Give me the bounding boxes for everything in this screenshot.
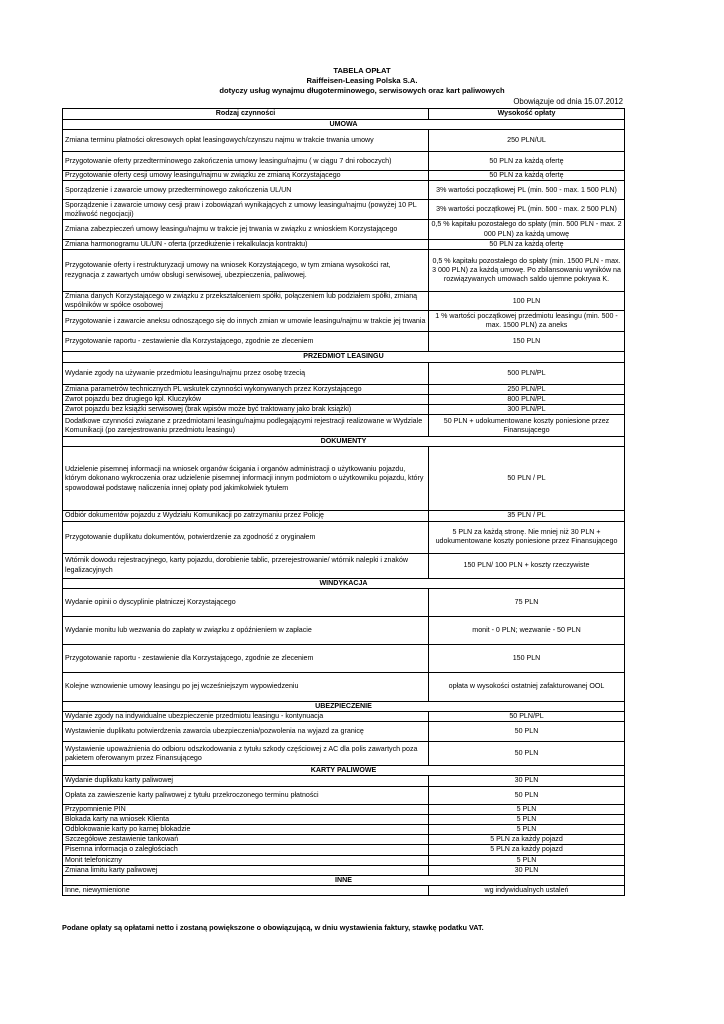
- fee-cell: opłata w wysokości ostatniej zafakturowanej OOL: [429, 672, 625, 701]
- table-row: [63, 394, 625, 404]
- table-row: [63, 644, 625, 672]
- activity-cell: Wystawienie upoważnienia do odbioru odszkodowania z tytułu szkody częściowej z AC dla polis zawartych poza pakietem oferowanym przez Finansującego: [63, 742, 429, 766]
- activity-cell: Przygotowanie i zawarcie aneksu odnoszącego się do innych zmian w umowie leasingu/najmu w trakcie jej trwania: [63, 311, 429, 332]
- activity-cell: Zmiana terminu płatności okresowych opłat leasingowych/czynszu najmu w trakcie trwania umowy: [63, 130, 429, 152]
- section-title: DOKUMENTY: [63, 437, 625, 447]
- table-row: [63, 239, 625, 249]
- fee-cell: 500 PLN/PL: [429, 362, 625, 384]
- activity-cell: Zmiana zabezpieczeń umowy leasingu/najmu w trakcie jej trwania w związku z wnioskiem Korzystającego: [63, 220, 429, 239]
- section-header-row: [63, 766, 625, 776]
- fee-cell: 3% wartości początkowej PL (min. 500 - max. 2 500 PLN): [429, 200, 625, 220]
- fee-cell: 50 PLN: [429, 742, 625, 766]
- activity-cell: Wystawienie duplikatu potwierdzenia zawarcia ubezpieczenia/pozwolenia na wyjazd za granicę: [63, 722, 429, 742]
- fee-cell: monit - 0 PLN; wezwanie - 50 PLN: [429, 616, 625, 644]
- activity-cell: Przygotowanie raportu - zestawienie dla Korzystającego, zgodnie ze zleceniem: [63, 332, 429, 352]
- section-title: PRZEDMIOT LEASINGU: [63, 352, 625, 362]
- activity-cell: Przygotowanie raportu - zestawienie dla Korzystającego, zgodnie ze zleceniem: [63, 644, 429, 672]
- table-row: [63, 786, 625, 804]
- document-header: [0, 66, 724, 96]
- activity-cell: Kolejne wznowienie umowy leasingu po jej wcześniejszym wypowiedzeniu: [63, 672, 429, 701]
- section-header-row: [63, 120, 625, 130]
- activity-cell: Opłata za zawieszenie karty paliwowej z tytułu przekroczonego terminu płatności: [63, 786, 429, 804]
- activity-cell: Zmiana parametrów technicznych PL wskutek czynności wykonywanych przez Korzystającego: [63, 384, 429, 394]
- table-row: [63, 553, 625, 578]
- vat-note: Podane opłaty są opłatami netto i zostaną powiększone o obowiązującą, w dniu wystawienia faktury, stawkę podatku VAT.: [62, 923, 484, 932]
- table-row: [63, 588, 625, 616]
- table-row: [63, 292, 625, 311]
- table-row: [63, 712, 625, 722]
- activity-cell: Przygotowanie oferty i restrukturyzacji umowy na wniosek Korzystającego, w tym zmiana wysokości rat, rezygnacja z zawartych umów obsługi serwisowej, ubezpieczenia, paliwowej.: [63, 250, 429, 292]
- table-row: [63, 181, 625, 200]
- table-row: [63, 250, 625, 292]
- section-title: KARTY PALIWOWE: [63, 766, 625, 776]
- activity-cell: Zmiana danych Korzystającego w związku z przekształceniem spółki, połączeniem lub podziałem spółki, zmianą wspólników w spółce osobowej: [63, 292, 429, 311]
- fee-cell: 1 % wartości początkowej przedmiotu leasingu (min. 500 - max. 1500 PLN) za aneks: [429, 311, 625, 332]
- table-row: [63, 200, 625, 220]
- fee-cell: 35 PLN / PL: [429, 511, 625, 521]
- fee-cell: 50 PLN za każdą ofertę: [429, 152, 625, 171]
- activity-cell: Pisemna informacja o zaległościach: [63, 845, 429, 855]
- fee-cell: 150 PLN: [429, 644, 625, 672]
- activity-cell: Przygotowanie duplikatu dokumentów, potwierdzenie za zgodność z oryginałem: [63, 521, 429, 553]
- fee-cell: 3% wartości początkowej PL (min. 500 - max. 1 500 PLN): [429, 181, 625, 200]
- table-row: [63, 362, 625, 384]
- fee-cell: 800 PLN/PL: [429, 394, 625, 404]
- section-header-row: [63, 578, 625, 588]
- activity-cell: Monit telefoniczny: [63, 855, 429, 865]
- activity-cell: Wydanie opinii o dyscyplinie płatniczej Korzystającego: [63, 588, 429, 616]
- activity-cell: Szczegółowe zestawienie tankowań: [63, 835, 429, 845]
- fee-cell: 50 PLN za każdą ofertę: [429, 171, 625, 181]
- table-row: [63, 616, 625, 644]
- fee-cell: 75 PLN: [429, 588, 625, 616]
- fee-cell: wg indywidualnych ustaleń: [429, 886, 625, 896]
- table-row: [63, 814, 625, 824]
- activity-cell: Przypomnienie PIN: [63, 804, 429, 814]
- fee-cell: 50 PLN + udokumentowane koszty poniesione przez Finansującego: [429, 415, 625, 437]
- table-row: [63, 130, 625, 152]
- table-row: [63, 511, 625, 521]
- fee-cell: 5 PLN za każdy pojazd: [429, 835, 625, 845]
- section-title: UBEZPIECZENIE: [63, 701, 625, 711]
- table-row: [63, 220, 625, 239]
- activity-cell: Udzielenie pisemnej informacji na wniosek organów ścigania i organów administracji o użytkowaniu pojazdu, którym dokonano wykroczenia oraz udzielenie pisemnej informacji innym podmiotom o użytkowniku pojazdu, który spowodował podstawę naliczenia innej opłaty pod jakimkolwiek tytułem: [63, 447, 429, 511]
- activity-cell: Sporządzenie i zawarcie umowy przedterminowego zakończenia UL/UN: [63, 181, 429, 200]
- fee-cell: 5 PLN: [429, 825, 625, 835]
- activity-cell: Wydanie duplikatu karty paliwowej: [63, 776, 429, 786]
- table-row: [63, 825, 625, 835]
- table-row: [63, 447, 625, 511]
- document-subtitle: dotyczy usług wynajmu długoterminowego, serwisowych oraz kart paliwowych: [219, 86, 505, 95]
- activity-cell: Przygotowanie oferty cesji umowy leasingu/najmu w związku ze zmianą Korzystającego: [63, 171, 429, 181]
- document-title: TABELA OPŁAT: [333, 66, 391, 75]
- company-name: Raiffeisen-Leasing Polska S.A.: [306, 76, 418, 85]
- section-title: UMOWA: [63, 120, 625, 130]
- activity-cell: Wydanie zgody na indywidualne ubezpieczenie przedmiotu leasingu - kontynuacja: [63, 712, 429, 722]
- table-row: [63, 855, 625, 865]
- table-row: [63, 804, 625, 814]
- table-row: [63, 171, 625, 181]
- fee-cell: 5 PLN za każdą stronę. Nie mniej niż 30 PLN + udokumentowane koszty poniesione przez Finansującego: [429, 521, 625, 553]
- fee-cell: 5 PLN: [429, 855, 625, 865]
- table-row: [63, 722, 625, 742]
- table-row: [63, 886, 625, 896]
- activity-cell: Dodatkowe czynności związane z przedmiotami leasingu/najmu podlegającymi rejestracji realizowane w Wydziale Komunikacji (po zarejestrowaniu przedmiotu leasingu): [63, 415, 429, 437]
- column-header-activity: Rodzaj czynności: [63, 109, 429, 120]
- fee-cell: 100 PLN: [429, 292, 625, 311]
- fee-cell: 5 PLN za każdy pojazd: [429, 845, 625, 855]
- activity-cell: Odblokowanie karty po karnej blokadzie: [63, 825, 429, 835]
- table-header-row: [63, 109, 625, 120]
- fee-table: [62, 108, 625, 896]
- activity-cell: Zmiana limitu karty paliwowej: [63, 865, 429, 875]
- fee-cell: 50 PLN / PL: [429, 447, 625, 511]
- activity-cell: Zwrot pojazdu bez drugiego kpl. Kluczyków: [63, 394, 429, 404]
- fee-cell: 150 PLN: [429, 332, 625, 352]
- table-row: [63, 865, 625, 875]
- fee-cell: 30 PLN: [429, 865, 625, 875]
- activity-cell: Przygotowanie oferty przedterminowego zakończenia umowy leasingu/najmu ( w ciągu 7 dni roboczych): [63, 152, 429, 171]
- fee-cell: 250 PLN/UL: [429, 130, 625, 152]
- table-row: [63, 384, 625, 394]
- fee-cell: 0,5 % kapitału pozostałego do spłaty (min. 500 PLN - max. 2 000 PLN) za każdą umowę: [429, 220, 625, 239]
- effective-date: Obowiązuje od dnia 15.07.2012: [513, 97, 623, 106]
- column-header-fee: Wysokość opłaty: [429, 109, 625, 120]
- table-row: [63, 405, 625, 415]
- activity-cell: Wtórnik dowodu rejestracyjnego, karty pojazdu, dorobienie tablic, przerejestrowanie/ wtórnik nalepki i znaków legalizacyjnych: [63, 553, 429, 578]
- fee-cell: 250 PLN/PL: [429, 384, 625, 394]
- activity-cell: Inne, niewymienione: [63, 886, 429, 896]
- activity-cell: Blokada karty na wniosek Klienta: [63, 814, 429, 824]
- fee-cell: 0,5 % kapitału pozostałego do spłaty (min. 1500 PLN - max. 3 000 PLN) za każdą umowę. Po zbilansowaniu wyników na rozwiązywanych umowach saldo ujemne pokrywa K.: [429, 250, 625, 292]
- fee-cell: 50 PLN za każdą ofertę: [429, 239, 625, 249]
- activity-cell: Zwrot pojazdu bez książki serwisowej (brak wpisów może być traktowany jako brak książki): [63, 405, 429, 415]
- section-header-row: [63, 352, 625, 362]
- fee-cell: 5 PLN: [429, 814, 625, 824]
- section-header-row: [63, 876, 625, 886]
- fee-cell: 5 PLN: [429, 804, 625, 814]
- table-row: [63, 845, 625, 855]
- fee-cell: 50 PLN/PL: [429, 712, 625, 722]
- section-header-row: [63, 701, 625, 711]
- table-row: [63, 152, 625, 171]
- fee-cell: 50 PLN: [429, 786, 625, 804]
- activity-cell: Odbiór dokumentów pojazdu z Wydziału Komunikacji po zatrzymaniu przez Policję: [63, 511, 429, 521]
- activity-cell: Wydanie zgody na używanie przedmiotu leasingu/najmu przez osobę trzecią: [63, 362, 429, 384]
- fee-cell: 300 PLN/PL: [429, 405, 625, 415]
- fee-cell: 30 PLN: [429, 776, 625, 786]
- activity-cell: Sporządzenie i zawarcie umowy cesji praw i zobowiązań wynikających z umowy leasingu/najmu (powyżej 10 PL możliwość negocjacji): [63, 200, 429, 220]
- table-row: [63, 415, 625, 437]
- table-row: [63, 776, 625, 786]
- activity-cell: Zmiana harmonogramu UL/UN - oferta (przedłużenie i rekalkulacja kontraktu): [63, 239, 429, 249]
- fee-cell: 50 PLN: [429, 722, 625, 742]
- fee-table-body: [63, 120, 625, 896]
- table-row: [63, 672, 625, 701]
- section-title: INNE: [63, 876, 625, 886]
- section-title: WINDYKACJA: [63, 578, 625, 588]
- fee-cell: 150 PLN/ 100 PLN + koszty rzeczywiste: [429, 553, 625, 578]
- table-row: [63, 311, 625, 332]
- table-row: [63, 332, 625, 352]
- table-row: [63, 835, 625, 845]
- section-header-row: [63, 437, 625, 447]
- table-row: [63, 521, 625, 553]
- activity-cell: Wydanie monitu lub wezwania do zapłaty w związku z opóźnieniem w zapłacie: [63, 616, 429, 644]
- table-row: [63, 742, 625, 766]
